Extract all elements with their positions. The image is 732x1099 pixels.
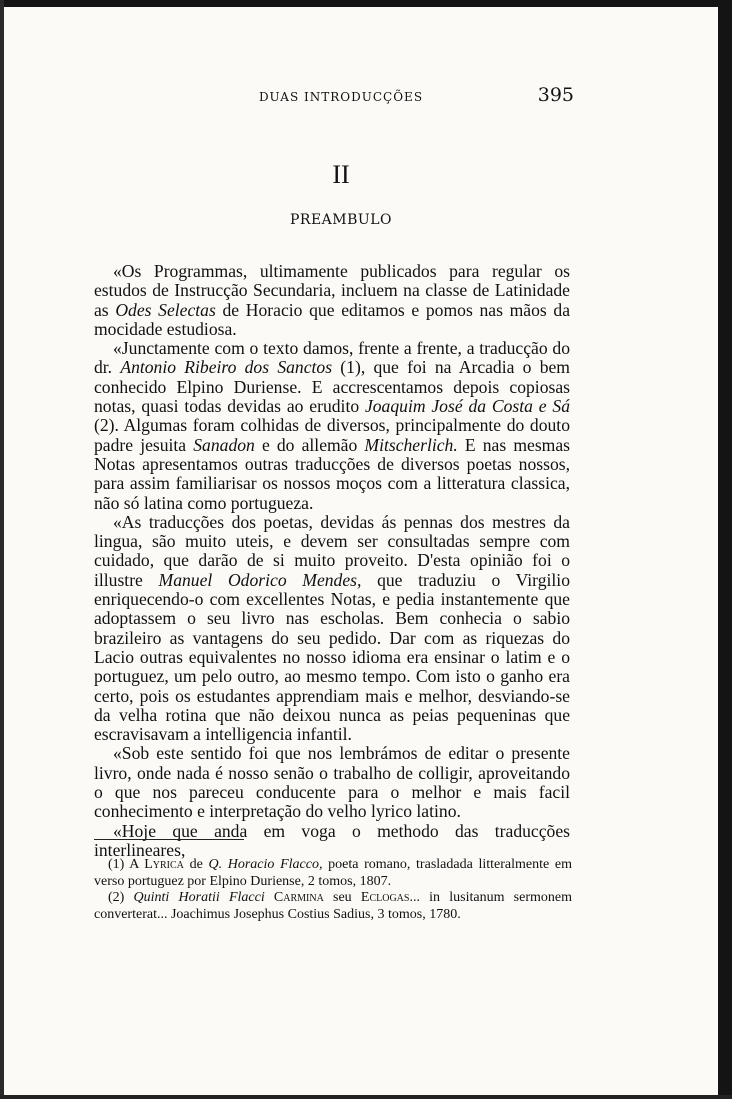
page-number: 395 bbox=[537, 84, 574, 106]
running-head bbox=[108, 84, 574, 110]
footnote-divider bbox=[94, 839, 244, 840]
scan-border-bottom bbox=[0, 1095, 732, 1099]
text-run: «As traducções dos poetas, devidas ás pennas dos mestres da lingua, são muito uteis, e devem ser consultadas sempre com cuidado, que darão de si muito proveito. D'esta opinião foi o illustre bbox=[94, 511, 570, 590]
text-run: «Junctamente com o texto damos, frente a frente, a traducção do dr. bbox=[94, 338, 570, 378]
paragraph bbox=[94, 513, 570, 745]
italic-run: Sanadon bbox=[193, 434, 255, 455]
smallcaps-run: Carmina bbox=[273, 890, 324, 905]
text-run: (1), que foi na Arcadia o bem conhecido Elpino Duriense. E accrescentamos depois copiosas notas, quasi todas devidas ao erudito bbox=[94, 357, 570, 417]
text-run: de Horacio que editamos e pomos nas mãos da mocidade estudiosa. bbox=[94, 299, 571, 339]
text-run bbox=[265, 890, 274, 905]
paragraph bbox=[94, 262, 570, 339]
text-run: ... in lusitanum sermonem converterat... Joachimus Josephus Costius Sadius, 3 tomos, 1780. bbox=[94, 890, 572, 922]
italic-run: Antonio Ribeiro dos Sanctos bbox=[120, 357, 333, 378]
scan-border-top bbox=[0, 0, 732, 7]
footnotes bbox=[94, 857, 572, 923]
text-run: «Sob este sentido foi que nos lembrámos de editar o presente livro, onde nada é nosso senão o trabalho de colligir, aproveitando o que nos pareceu conducente para o melhor e mais facil conhecimento e interpretação do velho lyrico latino. bbox=[94, 743, 570, 822]
scan-border-left bbox=[0, 0, 4, 1099]
italic-run: Q. Horacio Flacco, bbox=[208, 857, 323, 872]
chapter-number: II bbox=[332, 160, 350, 189]
text-run: e do allemão bbox=[254, 434, 365, 455]
footnote bbox=[94, 890, 572, 923]
text-run: que traduziu o Virgilio enriquecendo-o com excellentes Notas, e pedia instantemente que adoptassem o seu livro nas escholas. Bem conhecia o sabio brazileiro as vantagens do seu pedido. Dar com as riquezas do Lacio outras equivalentes no nosso idioma era ensinar o latim e o portuguez, um pelo outro, ao mesmo tempo. Com isto o ganho era certo, pois os estudantes apprendiam mais e melhor, desviando-se da velha rotina que não deixou nunca as peias pequeninas que escravisavam a intelligencia infantil. bbox=[94, 569, 570, 745]
italic-run: Joaquim José da Costa e Sá bbox=[364, 396, 570, 417]
italic-run: Manuel Odorico Mendes, bbox=[158, 569, 362, 590]
text-run: «Os Programmas, ultimamente publicados para regular os estudos de Instrucção Secundaria, incluem na classe de Latinidade as bbox=[94, 261, 570, 320]
footnote bbox=[94, 857, 572, 890]
text-run: (2) bbox=[108, 890, 134, 905]
section-title: PREAMBULO bbox=[290, 212, 392, 228]
text-run: seu bbox=[323, 890, 361, 905]
body-text bbox=[94, 262, 570, 860]
italic-run: Mitscherlich. bbox=[364, 434, 458, 455]
text-run: de bbox=[183, 857, 209, 872]
text-run: «Hoje que anda em voga o methodo das traducções interlineares, bbox=[94, 820, 570, 860]
running-title: DUAS INTRODUCÇÕES bbox=[258, 90, 424, 104]
italic-run: Odes Selectas bbox=[115, 299, 216, 320]
text-run: (1) A bbox=[108, 857, 145, 872]
paragraph bbox=[94, 339, 570, 513]
text-run: poeta romano, trasladada litteralmente em verso portuguez por Elpino Duriense, 2 tomos, 1807. bbox=[94, 857, 572, 889]
text-run: E nas mesmas Notas apresentamos outras traducções de diversos poetas nossos, para assim familiarisar os nossos moços com a litteratura classica, não só latina como portugueza. bbox=[94, 434, 571, 513]
smallcaps-run: Lyrica bbox=[144, 857, 184, 872]
paragraph bbox=[94, 822, 570, 861]
paragraph bbox=[94, 744, 570, 821]
scan-border-right bbox=[718, 0, 732, 1099]
italic-run: Quinti Horatii Flacci bbox=[133, 890, 265, 905]
smallcaps-run: Eclogas bbox=[360, 890, 410, 905]
text-run: (2). Algumas foram colhidas de diversos, principalmente do douto padre jesuita bbox=[94, 415, 570, 455]
